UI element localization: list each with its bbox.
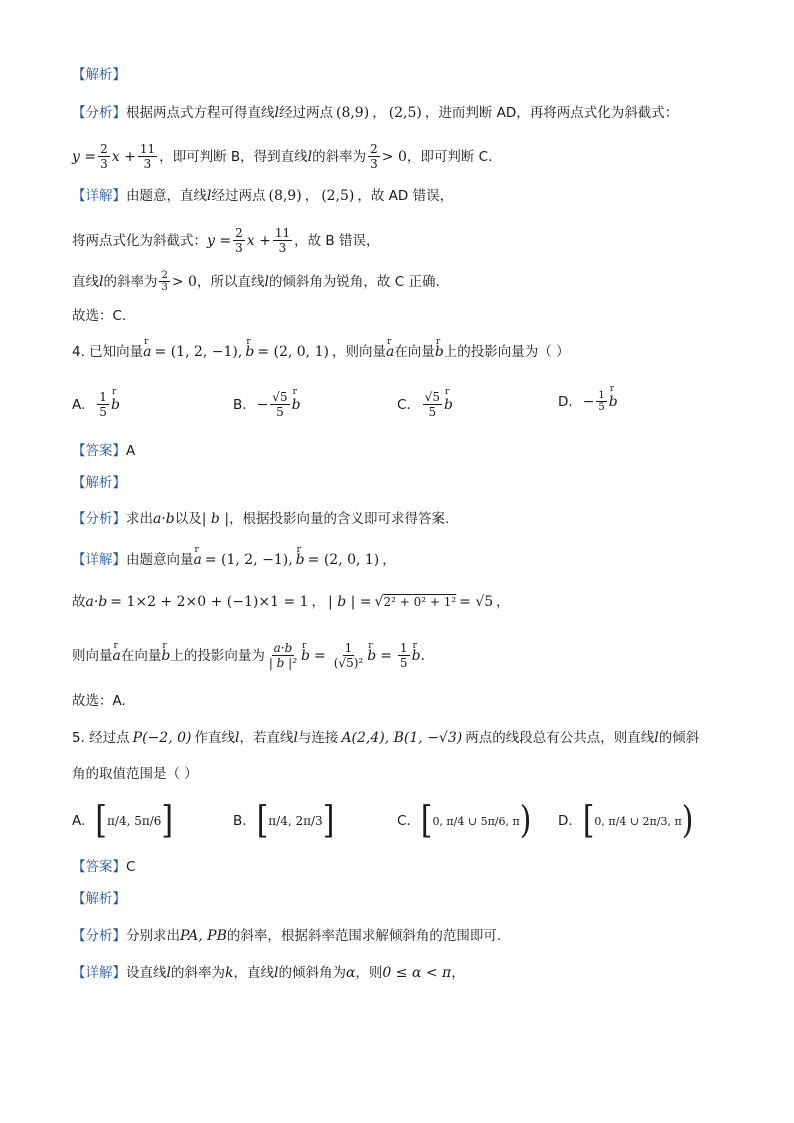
math-symbol: l — [99, 273, 104, 290]
math-symbol: k — [224, 965, 234, 981]
fraction — [368, 142, 380, 171]
analysis-tag: 【解析】 — [72, 891, 126, 907]
text-segment: 求出 — [126, 511, 153, 527]
text-segment: 的倾斜角为 — [278, 965, 346, 981]
text-segment: 设直线 — [126, 965, 167, 981]
text-segment: ， — [451, 965, 465, 981]
fraction-denominator: 5 — [276, 405, 284, 419]
fraction-numerator: √5 — [424, 390, 440, 404]
text-segment: 以及 — [174, 511, 202, 527]
text-segment: 的斜率为 — [170, 965, 225, 981]
fraction-numerator: 11 — [274, 226, 291, 240]
math-symbol: l — [654, 730, 659, 746]
text-segment: 则向量 — [72, 647, 113, 664]
text-segment: ， — [304, 188, 319, 204]
vector-b: r b — [609, 394, 618, 410]
analysis-heading-q5 — [72, 888, 734, 910]
option-letter: D. — [558, 813, 573, 829]
fraction — [273, 226, 292, 255]
text-segment: ，直线 — [233, 965, 274, 981]
question-4-stem — [72, 341, 734, 363]
math-expression: PA, PB — [180, 928, 227, 944]
math-symbol: l — [274, 105, 279, 121]
answer-value: A — [126, 443, 136, 459]
fraction-numerator: √5 — [272, 390, 288, 404]
fraction-numerator: 11 — [139, 142, 156, 156]
text-segment: 的斜率，根据斜率范围求解倾斜角的范围即可. — [226, 928, 502, 944]
question-5-stem-line1 — [72, 727, 734, 749]
math-expression: x + — [111, 148, 136, 165]
text-segment: ， — [382, 552, 396, 568]
points-AB: A(2,4), B(1, −√3) — [341, 730, 463, 746]
fraction-denominator: 3 — [235, 241, 243, 255]
analysis-tag: 【解析】 — [72, 475, 126, 491]
fraction-numerator: 1 — [598, 390, 605, 401]
q5-option-d — [558, 798, 694, 843]
math-expression: = (2, 0, 1) — [257, 344, 329, 360]
math-symbol: l — [166, 965, 171, 981]
text-segment: ，则 — [355, 965, 383, 981]
vector-b: r b — [292, 397, 301, 413]
right-paren: ) — [681, 798, 694, 843]
math-expression: = — [380, 647, 392, 664]
fraction-numerator: a·b — [273, 641, 293, 655]
math-expression: = — [314, 647, 326, 664]
text-segment: 两点的线段总有公共点，则直线 — [465, 730, 655, 746]
fraction-denominator: 5 — [99, 405, 107, 419]
text-segment: 作直线 — [194, 730, 235, 746]
q4-option-a — [72, 390, 120, 419]
fraction-numerator: 1 — [399, 641, 408, 655]
fraction-denominator: 3 — [100, 157, 108, 171]
fraction — [398, 641, 410, 670]
question-5-stem-line2 — [72, 763, 734, 785]
right-paren: ) — [519, 798, 532, 843]
fraction-numerator: 1 — [344, 641, 353, 655]
fraction — [267, 641, 299, 670]
slope-line-q3 — [72, 270, 734, 293]
text-segment: 5. 经过点 — [72, 730, 130, 746]
vector-b: r b — [296, 549, 305, 571]
fraction — [332, 641, 365, 670]
xiangjie-tag: 【详解】 — [72, 552, 126, 568]
option-letter: C. — [397, 813, 411, 829]
option-letter: B. — [233, 396, 247, 413]
math-expression: = 1×2 + 2×0 + (−1)×1 = 1 — [110, 594, 309, 610]
point-coord: (8,9) — [335, 105, 370, 121]
fenxi-paragraph-q4 — [72, 508, 734, 530]
math-symbol: l — [207, 188, 212, 204]
answer-q4 — [72, 440, 734, 462]
vector-b: r b — [412, 645, 421, 667]
option-letter: A. — [72, 813, 86, 829]
math-expression: > 0 — [171, 273, 197, 290]
text-segment: ，故 AD 错误， — [357, 188, 454, 204]
fraction — [97, 390, 109, 419]
left-bracket: [ — [95, 798, 108, 843]
answer-tag: 【答案】 — [72, 443, 126, 459]
left-bracket: [ — [582, 798, 595, 843]
fraction — [138, 142, 157, 171]
point-coord: (2,5) — [321, 188, 355, 204]
q4-option-b — [233, 390, 301, 419]
math-symbol: l — [273, 965, 279, 981]
text-segment: 的倾斜 — [658, 730, 700, 746]
text-segment: 故选：C. — [72, 308, 127, 324]
text-segment: 角的取值范围是（ ） — [72, 766, 198, 782]
analysis-tag: 【解析】 — [72, 67, 126, 83]
math-symbol: l — [234, 730, 240, 746]
calc-line-q4 — [72, 591, 734, 613]
interval-content: 0, π/4 ∪ 5π/6, π — [432, 814, 520, 828]
math-expression: = (2, 0, 1) — [307, 552, 380, 568]
fraction-denominator: 5 — [428, 405, 437, 419]
xiangjie-paragraph-q5 — [72, 962, 734, 984]
conversion-line-q3 — [72, 226, 734, 255]
text-segment: 经过两点 — [211, 188, 266, 204]
option-letter: C. — [397, 396, 411, 413]
xiangjie-paragraph-q4 — [72, 549, 734, 571]
fenxi-paragraph-q3 — [72, 102, 734, 124]
q4-option-c — [397, 390, 453, 419]
left-bracket: [ — [420, 798, 433, 843]
text-segment: ，根据投影向量的含义即可求得答案. — [229, 511, 450, 527]
text-segment: 与连接 — [297, 730, 339, 746]
fraction-denominator: 3 — [370, 157, 378, 171]
sqrt-symbol: √ — [374, 594, 384, 610]
vector-b: r b — [367, 645, 376, 667]
xiangjie-tag: 【详解】 — [72, 188, 126, 204]
vector-a: r a — [386, 341, 394, 363]
text-segment: 在向量 — [120, 647, 162, 664]
text-segment: ，所以直线 — [196, 273, 265, 290]
math-expression: = (1, 2, −1), — [154, 344, 243, 360]
answer-value: C — [126, 859, 136, 875]
option-letter: A. — [72, 396, 86, 413]
fenxi-tag: 【分析】 — [72, 928, 126, 944]
equation-line-q3 — [72, 142, 734, 171]
vector-b: r b — [301, 645, 310, 667]
text-segment: 由题意，直线 — [126, 188, 207, 204]
math-expression: . — [420, 647, 425, 664]
point-coord: (2,5) — [388, 105, 422, 121]
text-segment: 上的投影向量为 — [170, 647, 265, 664]
right-bracket: ] — [161, 798, 174, 843]
math-symbol: l — [264, 273, 269, 290]
fraction-numerator: 2 — [235, 226, 243, 240]
text-segment: 故 — [72, 594, 86, 610]
answer-q5 — [72, 856, 734, 878]
math-expression: − — [256, 396, 269, 413]
right-bracket: ] — [322, 798, 335, 843]
fraction-denominator: (√5)² — [333, 656, 364, 670]
fraction-numerator: 2 — [100, 142, 108, 156]
text-segment: ，若直线 — [239, 730, 294, 746]
math-expression: = √5 — [459, 594, 494, 610]
fraction — [233, 226, 245, 255]
interval-content: 0, π/4 ∪ 2π/3, π — [594, 814, 682, 828]
text-segment: 将两点式化为斜截式： — [72, 232, 207, 249]
fraction — [596, 390, 606, 413]
fraction — [98, 142, 110, 171]
answer-choice-q3 — [72, 305, 734, 327]
left-bracket: [ — [256, 798, 269, 843]
answer-tag: 【答案】 — [72, 859, 126, 875]
text-segment: ， — [372, 105, 386, 121]
fraction-denominator: 5 — [399, 656, 408, 670]
answer-choice-q4 — [72, 690, 734, 712]
fraction — [270, 390, 289, 419]
math-expression: = (1, 2, −1), — [204, 552, 293, 568]
analysis-heading-q3 — [72, 64, 734, 86]
text-segment: 的倾斜角为锐角，故 C 正确. — [268, 273, 440, 290]
text-segment: 根据两点式方程可得直线 — [126, 105, 275, 121]
text-segment: 的斜率为 — [312, 148, 367, 165]
fenxi-tag: 【分析】 — [72, 511, 126, 527]
xiangjie-paragraph-q3 — [72, 185, 734, 207]
text-segment: 在向量 — [394, 344, 435, 360]
text-segment: ，则向量 — [331, 344, 386, 360]
text-segment: 上的投影向量为（ ） — [443, 344, 570, 360]
option-letter: D. — [558, 393, 573, 410]
point-P: P(−2, 0) — [132, 730, 192, 746]
fraction-numerator: 1 — [99, 390, 107, 404]
vector-a: r a — [143, 341, 151, 363]
text-segment: 的斜率为 — [103, 273, 158, 290]
text-segment: 直线 — [72, 273, 99, 290]
math-symbol: α — [345, 965, 356, 981]
math-expression: | b | = — [328, 594, 372, 610]
fraction — [159, 270, 169, 293]
text-segment: ，故 B 错误， — [294, 232, 380, 249]
text-segment: ， — [311, 594, 326, 610]
q5-option-b — [233, 798, 335, 843]
q5-option-a — [72, 798, 174, 843]
fraction-numerator: 2 — [161, 270, 168, 281]
option-letter: B. — [233, 813, 247, 829]
vector-b: r b — [161, 645, 170, 667]
text-segment: 故选：A. — [72, 693, 126, 709]
text-segment: 4. 已知向量 — [72, 344, 144, 360]
text-segment: ，即可判断 B，得到直线 — [159, 148, 308, 165]
vector-b: r b — [444, 397, 453, 413]
math-expression: 0 ≤ α < π — [382, 965, 452, 981]
radicand: 2² + 0² + 1² — [383, 595, 457, 609]
fraction-numerator: 2 — [370, 142, 378, 156]
analysis-heading-q4 — [72, 472, 734, 494]
math-symbol: l — [307, 148, 313, 165]
vector-b: r b — [111, 397, 120, 413]
math-expression: | b | — [201, 511, 230, 527]
math-expression: a·b — [153, 511, 175, 527]
point-coord: (8,9) — [268, 188, 302, 204]
vector-b: r b — [245, 341, 254, 363]
math-expression: x + — [246, 232, 271, 249]
vector-b: r b — [435, 341, 444, 363]
fraction-denominator: 3 — [143, 157, 152, 171]
math-expression: y = — [72, 148, 97, 165]
interval-content: π/4, 5π/6 — [107, 814, 162, 828]
fraction-denominator: | b |² — [268, 656, 298, 670]
fenxi-tag: 【分析】 — [72, 105, 126, 121]
math-expression: − — [582, 393, 595, 410]
text-segment: 由题意向量 — [126, 552, 194, 568]
vector-a: r a — [113, 645, 121, 667]
q4-option-d — [558, 390, 618, 413]
interval-content: π/4, 2π/3 — [268, 814, 323, 828]
math-expression: > 0 — [381, 148, 407, 165]
text-segment: ， — [496, 594, 510, 610]
math-expression: a·b — [85, 594, 108, 610]
text-segment: 经过两点 — [278, 105, 333, 121]
text-segment: ，即可判断 C. — [406, 148, 493, 165]
q5-option-c — [397, 798, 532, 843]
math-expression: y = — [207, 232, 232, 249]
text-segment: 分别求出 — [126, 928, 180, 944]
fraction-denominator: 3 — [161, 282, 168, 293]
fenxi-paragraph-q5 — [72, 925, 734, 947]
fraction-denominator: 3 — [278, 241, 287, 255]
math-symbol: l — [293, 730, 298, 746]
text-segment: ，进而判断 AD，再将两点式化为斜截式： — [424, 105, 679, 121]
fraction-denominator: 5 — [598, 402, 605, 413]
fraction — [423, 390, 442, 419]
projection-line-q4 — [72, 641, 734, 670]
vector-a: r a — [194, 549, 202, 571]
xiangjie-tag: 【详解】 — [72, 965, 126, 981]
